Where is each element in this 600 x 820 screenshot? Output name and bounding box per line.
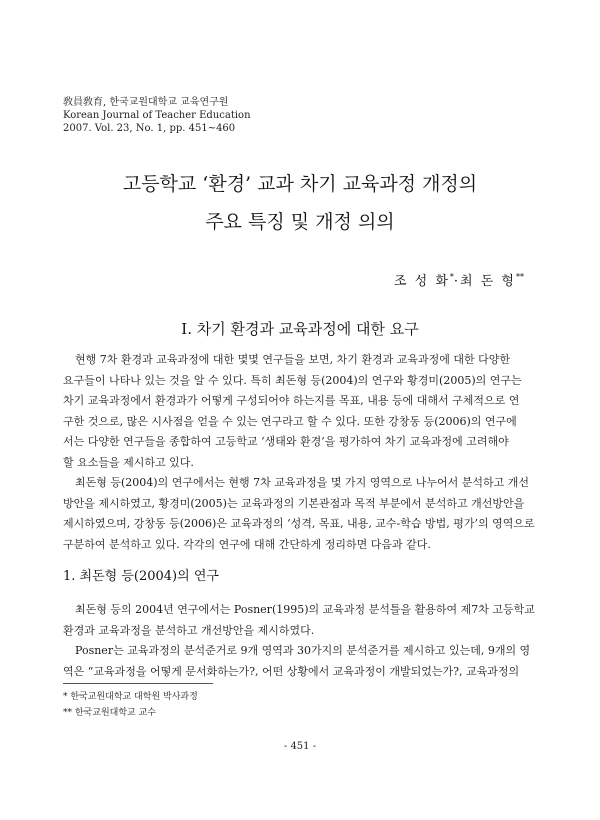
title-line-2: 주요 특징 및 개정 의의 — [205, 211, 395, 233]
journal-korean-name: 敎員敎育, 한국교원대학교 교육연구원 — [63, 97, 229, 108]
paragraph-line: 구분하여 분석하고 있다. 각각의 연구에 대해 간단하게 정리하면 다음과 같다. — [63, 537, 431, 551]
author-2: 최 돈 형 — [460, 274, 516, 289]
paragraph-line: 현행 7차 환경과 교육과정에 대한 몇몇 연구들을 보면, 차기 환경과 교육과정에 대한 다양한 — [75, 353, 510, 366]
paragraph-line: 역은 “교육과정을 어떻게 문서화하는가?, 어떤 상황에서 교육과정이 개발되었는가?, 교육과정의 — [63, 664, 520, 678]
author-list — [394, 270, 524, 289]
author-1: 조 성 화 — [393, 274, 450, 289]
paragraph-line: 방안을 제시하였고, 황경미(2005)는 교육과정의 기본관점과 목적 부분에서 분석하고 개선방안을 — [63, 496, 525, 510]
paragraph-line: 최돈형 등의 2004년 연구에서는 Posner(1995)의 교육과정 분석틀을 활용하여 제7차 고등학교 — [75, 603, 535, 616]
author-1-footnote-mark: * — [449, 272, 454, 282]
paragraph-4 — [63, 641, 539, 682]
section-heading: Ⅰ. 차기 환경과 교육과정에 대한 요구 — [181, 320, 419, 338]
paragraph-3 — [63, 600, 539, 641]
journal-english-name: Korean Journal of Teacher Education — [63, 110, 251, 121]
subsection-heading: 1. 최돈형 등(2004)의 연구 — [63, 569, 219, 584]
footnote-2: ** 한국교원대학교 교수 — [63, 708, 156, 718]
paragraph-1 — [63, 350, 539, 473]
paragraph-line: 서는 다양한 연구들을 종합하여 고등학교 ‘생태와 환경’을 평가하여 차기 교육과정에 고려해야 — [63, 435, 509, 448]
paragraph-line: 차기 교육과정에서 환경과가 어떻게 구성되어야 하는지를 목표, 내용 등에 대해서 구체적으로 연 — [63, 394, 520, 407]
footnote-divider — [63, 683, 213, 684]
footnote-1: * 한국교원대학교 대학원 박사과정 — [63, 692, 198, 702]
journal-citation: 2007. Vol. 23, No. 1, pp. 451~460 — [63, 123, 236, 134]
paragraph-line: 최돈형 등(2004)의 연구에서는 현행 7차 교육과정을 몇 가지 영역으로 나누어서 분석하고 개선 — [75, 476, 529, 489]
title-line-1: 고등학교 ‘환경’ 교과 차기 교육과정 개정의 — [122, 173, 478, 195]
footnotes — [63, 689, 198, 721]
journal-header — [63, 96, 543, 135]
paragraph-line: Posner는 교육과정의 분석준거로 9개 영역과 30가지의 분석준거를 제시하고 있는데, 9개의 영 — [75, 644, 531, 657]
paragraph-line: 할 요소들을 제시하고 있다. — [63, 455, 194, 469]
paragraph-line: 제시하였으며, 강창동 등(2006)은 교육과정의 ‘성격, 목표, 내용, 교수-학습 방법, 평가’의 영역으로 — [63, 517, 535, 530]
paragraph-line: 요구들이 나타나 있는 것을 알 수 있다. 특히 최돈형 등(2004)의 연구와 황경미(2005)의 연구는 — [63, 373, 522, 387]
paragraph-line: 환경과 교육과정을 분석하고 개선방안을 제시하였다. — [63, 623, 315, 637]
paper-title — [0, 165, 600, 241]
paragraph-2 — [63, 473, 539, 555]
author-separator: · — [453, 274, 461, 289]
paragraph-line: 구한 것으로, 많은 시사점을 얻을 수 있는 연구라고 할 수 있다. 또한 강창동 등(2006)의 연구에 — [63, 414, 517, 428]
page-number: - 451 - — [283, 741, 317, 752]
author-2-footnote-mark: ** — [516, 272, 524, 282]
